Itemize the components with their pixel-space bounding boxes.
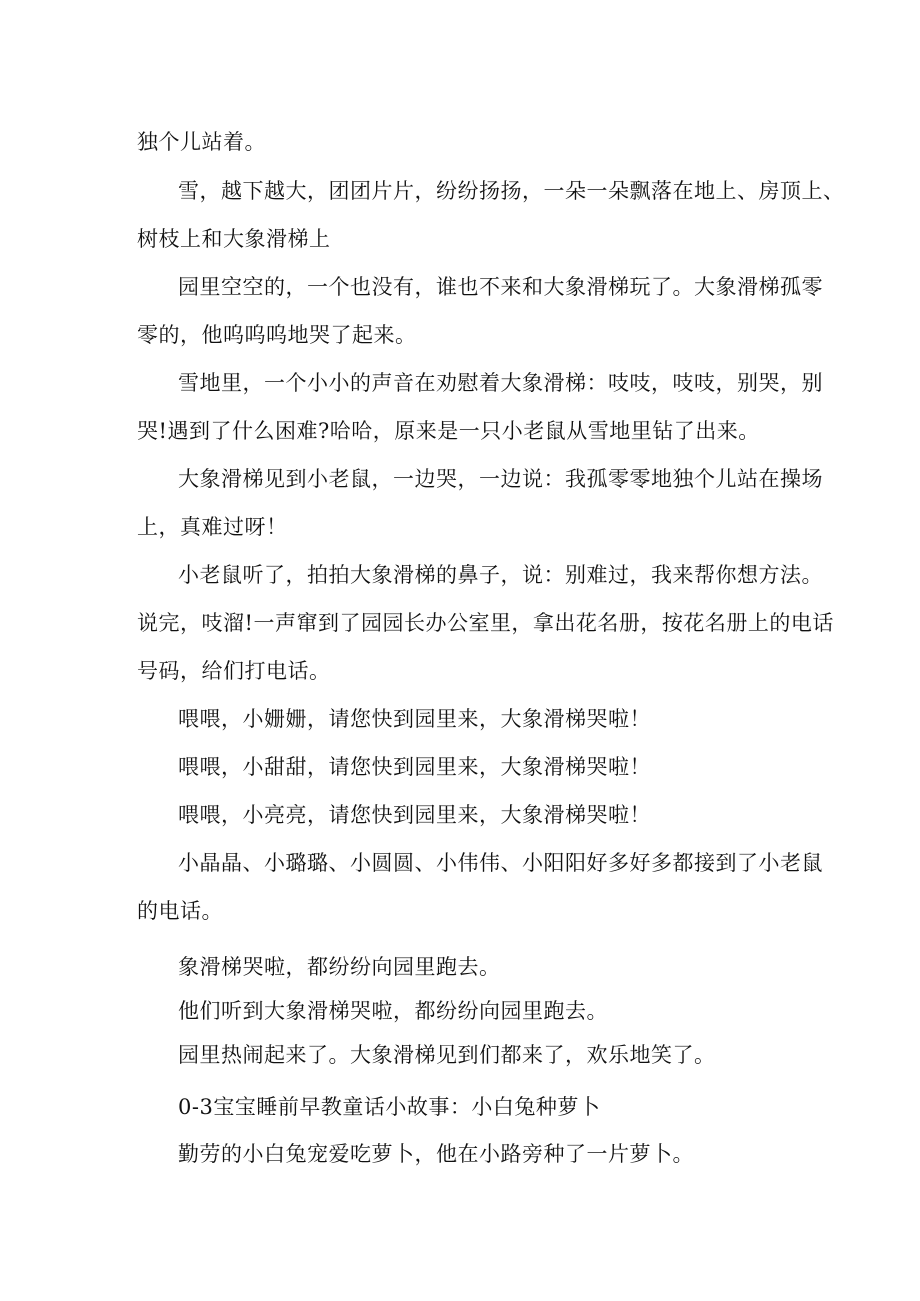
text-line: 独个儿站着。 <box>137 130 266 154</box>
text-line: 象滑梯哭啦，都纷纷向园里跑去。 <box>178 955 501 979</box>
text-line: 说完，吱溜!一声窜到了园园长办公室里，拿出花名册，按花名册上的电话 <box>137 611 834 635</box>
text-line: 0-3宝宝睡前早教童话小故事：小白兔种萝卜 <box>178 1095 601 1119</box>
text-line: 小晶晶、小璐璐、小圆圆、小伟伟、小阳阳好多好多都接到了小老鼠 <box>178 851 823 875</box>
text-line: 大象滑梯见到小老鼠，一边哭，一边说：我孤零零地独个儿站在操场 <box>178 467 823 491</box>
text-line: 喂喂，小姗姗，请您快到园里来，大象滑梯哭啦！ <box>178 707 651 731</box>
text-line: 上，真难过呀！ <box>137 515 288 539</box>
text-line: 的电话。 <box>137 899 223 923</box>
text-line: 园里热闹起来了。大象滑梯见到们都来了，欢乐地笑了。 <box>178 1043 716 1067</box>
text-line: 雪地里，一个小小的声音在劝慰着大象滑梯：吱吱，吱吱，别哭，别 <box>178 371 823 395</box>
text-line: 树枝上和大象滑梯上 <box>137 227 331 251</box>
text-line: 喂喂，小甜甜，请您快到园里来，大象滑梯哭啦！ <box>178 755 651 779</box>
text-line: 雪，越下越大，团团片片，纷纷扬扬，一朵一朵飘落在地上、房顶上、 <box>178 179 845 203</box>
text-line: 园里空空的，一个也没有，谁也不来和大象滑梯玩了。大象滑梯孤零 <box>178 275 823 299</box>
text-line: 勤劳的小白兔宠爱吃萝卜，他在小路旁种了一片萝卜。 <box>178 1142 694 1166</box>
text-line: 喂喂，小亮亮，请您快到园里来，大象滑梯哭啦！ <box>178 803 651 827</box>
text-line: 零的，他呜呜呜地哭了起来。 <box>137 323 417 347</box>
text-line: 小老鼠听了，拍拍大象滑梯的鼻子，说：别难过，我来帮你想方法。 <box>178 563 823 587</box>
text-line: 号码，给们打电话。 <box>137 659 331 683</box>
text-line: 他们听到大象滑梯哭啦，都纷纷向园里跑去。 <box>178 999 608 1023</box>
text-line: 哭!遇到了什么困难?哈哈，原来是一只小老鼠从雪地里钻了出来。 <box>137 419 760 443</box>
